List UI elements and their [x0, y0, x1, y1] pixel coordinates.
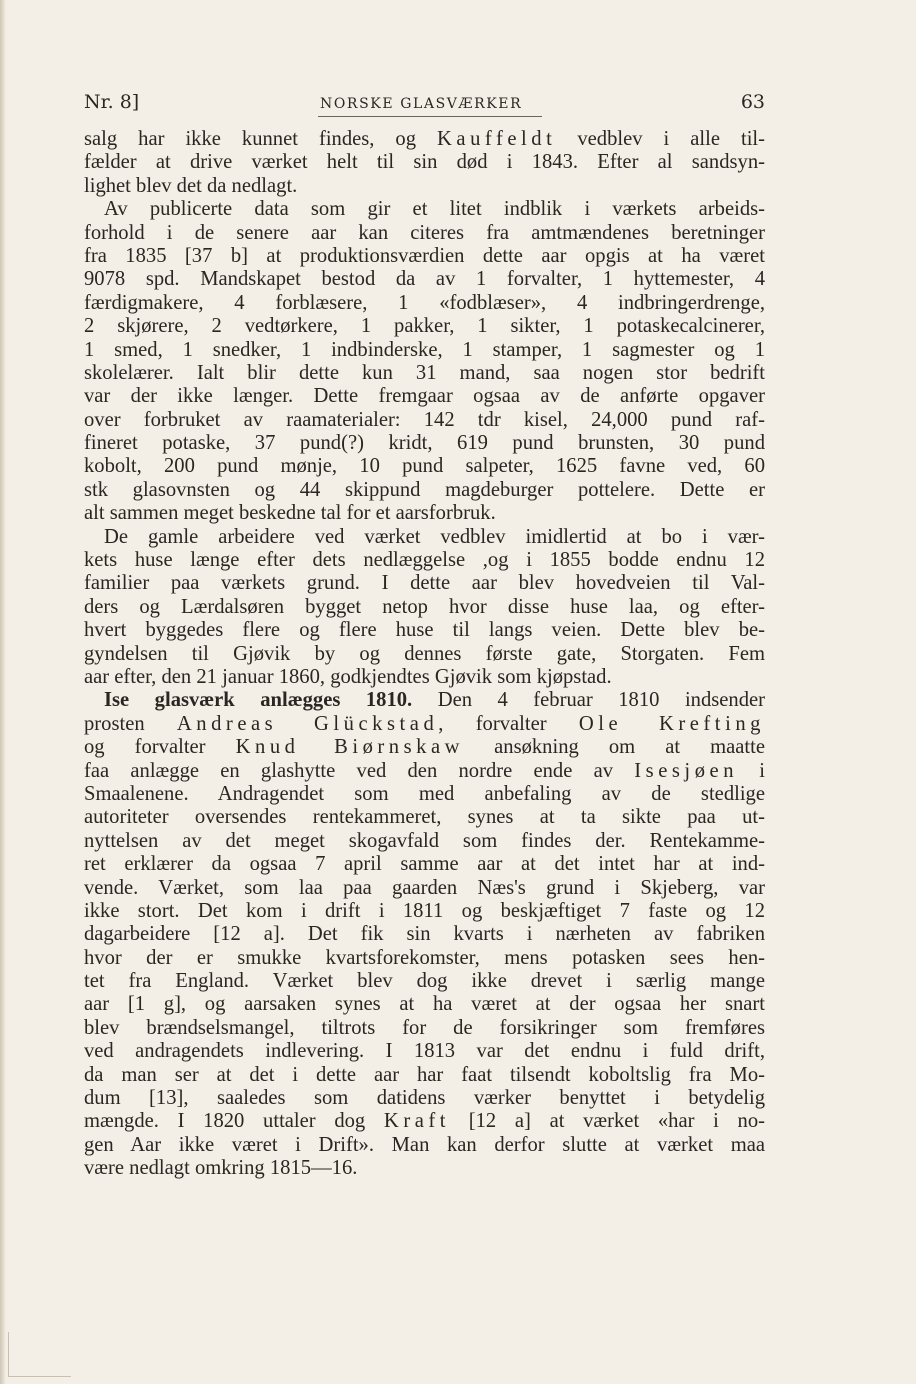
- text-line: 1 smed, 1 snedker, 1 indbinderske, 1 stamper, 1 sagmester og 1: [84, 338, 765, 361]
- page-binding-edge: [0, 0, 6, 1384]
- text-line: ret erklærer da ogsaa 7 april samme aar at det intet har at ind-: [84, 853, 765, 876]
- text-line: vende. Værket, som laa paa gaarden Næs's grund i Skjeberg, var: [84, 876, 765, 899]
- text-line: tet fra England. Værket blev dog ikke drevet i særlig mange: [84, 970, 765, 993]
- text-line: 2 skjørere, 2 vedtørkere, 1 pakker, 1 sikter, 1 potaskecalcinerer,: [84, 315, 765, 338]
- text-line: over forbruket av raamaterialer: 142 tdr kisel, 24,000 pund raf-: [84, 408, 765, 431]
- text-line: fælder at drive værket helt til sin død i 1843. Efter al sandsyn-: [84, 151, 765, 174]
- text-line: nyttelsen av det meget skogavfald som findes der. Rentekamme-: [84, 829, 765, 852]
- text-line: Smaalenene. Andragendet som med anbefaling av de stedlige: [84, 782, 765, 805]
- text-line: ikke stort. Det kom i drift i 1811 og beskjæftiget 7 faste og 12: [84, 899, 765, 922]
- text-line: 9078 spd. Mandskapet bestod da av 1 forvalter, 1 hyttemester, 4: [84, 268, 765, 291]
- text-line: alt sammen meget beskedne tal for et aarsforbruk.: [84, 502, 496, 525]
- running-header: [84, 88, 765, 116]
- text-line: skolelærer. Ialt blir dette kun 31 mand, saa nogen stor bedrift: [84, 361, 765, 384]
- text-line: hvor der er smukke kvartsforekomster, mens potasken sees hen-: [84, 946, 765, 969]
- text-line: familier paa værkets grund. I dette aar blev hovedveien til Val-: [84, 572, 765, 595]
- text-line: hvert byggedes flere og flere huse til langs veien. Dette blev be-: [84, 619, 765, 642]
- text-line: salg har ikke kunnet findes, og Kauffeldt vedblev i alle til-: [84, 128, 765, 150]
- page-number: 63: [740, 91, 765, 113]
- text-line: De gamle arbeidere ved værket vedblev imidlertid at bo i vær-: [104, 525, 765, 548]
- text-line: prosten Andreas Glückstad, forvalter Ole Krefting: [84, 712, 765, 735]
- text-line: kets huse længe efter dets nedlæggelse ,og i 1855 bodde endnu 12: [84, 549, 765, 572]
- text-line: være nedlagt omkring 1815—16.: [84, 1157, 358, 1180]
- text-line: gyndelsen til Gjøvik by og dennes første gate, Storgaten. Fem: [84, 642, 765, 665]
- text-line: Av publicerte data som gir et litet indblik i værkets arbeids-: [104, 198, 765, 221]
- text-line: gen Aar ikke været i Drift». Man kan derfor slutte at værket maa: [84, 1133, 765, 1156]
- section-heading-line: Ise glasværk anlægges 1810. Den 4 februar 1810 indsender: [104, 689, 766, 712]
- text-line: autoriteter oversendes rentekammeret, synes at ta sikte paa ut-: [84, 806, 765, 829]
- text-line: forhold i de senere aar kan citeres fra amtmændenes beretninger: [84, 221, 765, 244]
- text-line: da man ser at det i dette aar har faat tilsendt koboltslig fra Mo-: [84, 1063, 765, 1086]
- text-line: faa anlægge en glashytte ved den nordre ende av Isesjøen i: [84, 759, 765, 782]
- text-line: stk glasovnsten og 44 skippund magdeburger pottelere. Dette er: [84, 478, 765, 501]
- text-line: aar efter, den 21 januar 1860, godkjendtes Gjøvik som kjøpstad.: [84, 665, 612, 688]
- section-heading: Ise glasværk anlægges 1810.: [104, 689, 413, 712]
- text-line: ved andragendets indlevering. I 1813 var det endnu i fuld drift,: [84, 1040, 765, 1063]
- text-line: og forvalter Knud Biørnskaw ansøkning om at maatte: [84, 736, 766, 759]
- text-line: lighet blev det da nedlagt.: [84, 174, 298, 197]
- issue-number: Nr. 8]: [84, 91, 140, 113]
- text-line: ders og Lærdalsøren bygget netop hvor disse huse laa, og efter-: [84, 595, 765, 618]
- text-line: aar [1 g], og aarsaken synes at ha været at der ogsaa her snart: [84, 993, 765, 1016]
- text-line: var der ikke længer. Dette fremgaar ogsaa av de anførte opgaver: [84, 385, 765, 408]
- text-line: færdigmakere, 4 forblæsere, 1 «fodblæser», 4 indbringerdrenge,: [84, 291, 765, 314]
- scan-corner-mark: [8, 1332, 71, 1377]
- text-line: dum [13], saaledes som datidens værker benyttet i betydelig: [84, 1087, 765, 1110]
- text-line: mængde. I 1820 uttaler dog Kraft [12 a] at værket «har i no-: [84, 1110, 765, 1133]
- running-title: NORSKE GLASVÆRKER: [320, 96, 523, 112]
- text-line: fra 1835 [37 b] at produktionsværdien dette aar opgis at ha været: [84, 244, 765, 267]
- text-line: dagarbeidere [12 a]. Det fik sin kvarts i nærheten av fabriken: [84, 923, 765, 946]
- text-line: fineret potaske, 37 pund(?) kridt, 619 pund brunsten, 30 pund: [84, 432, 765, 455]
- body-text: [84, 128, 765, 1181]
- header-underline: [318, 116, 542, 117]
- text-line: blev brændselsmangel, tiltrots for de forsikringer som fremføres: [84, 1016, 765, 1039]
- text-line: kobolt, 200 pund mønje, 10 pund salpeter, 1625 favne ved, 60: [84, 455, 765, 478]
